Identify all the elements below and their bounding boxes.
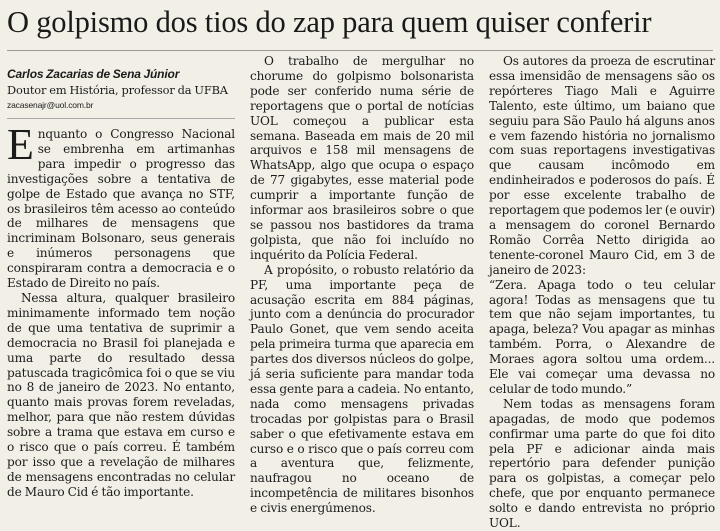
paragraph: A propósito, o robusto relatório da PF, uma importante peça de acusação escrita em 884 páginas, junto com a denúncia do procurador Paulo Gonet, que vem sendo aceita pela primeira turma que aparecia em partes dos diversos núcleos do golpe, já seria suficiente para mandar toda essa gente para a cadeia. No entanto, nada como mensagens privadas trocadas por golpistas para o Brasil saber o que efetivamente estava em curso e o risco que o país correu com a aventura que, felizmente, naufragou no oceano de incompetência de militares bisonhos e civis energúmenos. [250, 262, 474, 516]
paragraph [7, 120, 235, 291]
quote-paragraph: “Zera. Apaga todo o teu celular agora! Todas as mensagens que tu tem que não sejam importantes, tu apaga, beleza? Vou apagar as minhas também. Porra, o Alexandre de Moraes agora soltou uma ordem... Ele vai começar uma devassa no celular de todo mundo.” [489, 277, 715, 396]
column-2 [250, 54, 474, 516]
article-headline: O golpismo dos tios do zap para quem quiser conferir [7, 5, 652, 39]
paragraph: Os autores da proeza de escrutinar essa imensidão de mensagens são os repórteres Tiago Mali e Aguirre Talento, este último, um baiano que seguiu para São Paulo há alguns anos e vem fazendo história no jornalismo com suas reportagens investigativas que causam incômodo em endinheirados e poderosos do país. É por esse excelente trabalho de reportagem que podemos ler (e ouvir) a mensagem do coronel Bernardo Romão Corrêa Netto dirigida ao tenente-coronel Mauro Cid, em 3 de janeiro de 2023: [489, 54, 716, 277]
author-role: Doutor em História, professor da UFBA [7, 83, 228, 97]
byline [7, 66, 235, 119]
column-3 [489, 54, 715, 531]
drop-cap: E [7, 120, 34, 169]
paragraph: Nem todas as mensagens foram apagadas, de modo que podemos confirmar uma parte do que foi dito pela PF e adicionar ainda mais repertório para defender punição para os golpistas, a começar pelo chefe, que por enquanto permanece solto e dando entrevista no próprio UOL. [489, 396, 715, 531]
paragraph: Nessa altura, qualquer brasileiro minimamente informado tem noção de que uma tentativa de suprimir a democracia no Brasil foi planejada e uma parte do resultado dessa patuscada tragicômica foi o que se viu no 8 de janeiro de 2023. No entanto, quanto mais provas forem reveladas, melhor, para que não restem dúvidas sobre a trama que estava em curso e o risco que o país correu. É também por isso que a revelação de milhares de mensagens encontradas no celular de Mauro Cid é tão importante. [7, 290, 235, 499]
paragraph-text: nquanto o Congresso Nacional se embrenha em artimanhas para impedir o progresso das investigações sobre a tentativa de golpe de Estado que avança no STF, os brasileiros têm acesso ao conteúdo de milhares de mensagens que incriminam Bolsonaro, seus generais e inúmeros personagens que conspiraram contra a democracia e o Estado de Direito no país. [7, 127, 235, 291]
headline-rule [7, 50, 713, 51]
paragraph: O trabalho de mergulhar no chorume do golpismo bolsonarista pode ser conferido numa série de reportagens que o portal de notícias UOL começou a publicar esta semana. Baseada em mais de 20 mil arquivos e 158 mil mensagens de WhatsApp, algo que ocupa o espaço de 77 gigabytes, esse material pode cumprir a importante função de informar aos brasileiros sobre o que se passou nos bastidores da trama golpista, que não foi incluído no inquérito da Polícia Federal. [250, 54, 474, 262]
author-email: zacasenajr@uol.com.br [7, 100, 94, 110]
author-name: Carlos Zacarias de Sena Júnior [7, 67, 180, 81]
column-1 [7, 54, 235, 500]
